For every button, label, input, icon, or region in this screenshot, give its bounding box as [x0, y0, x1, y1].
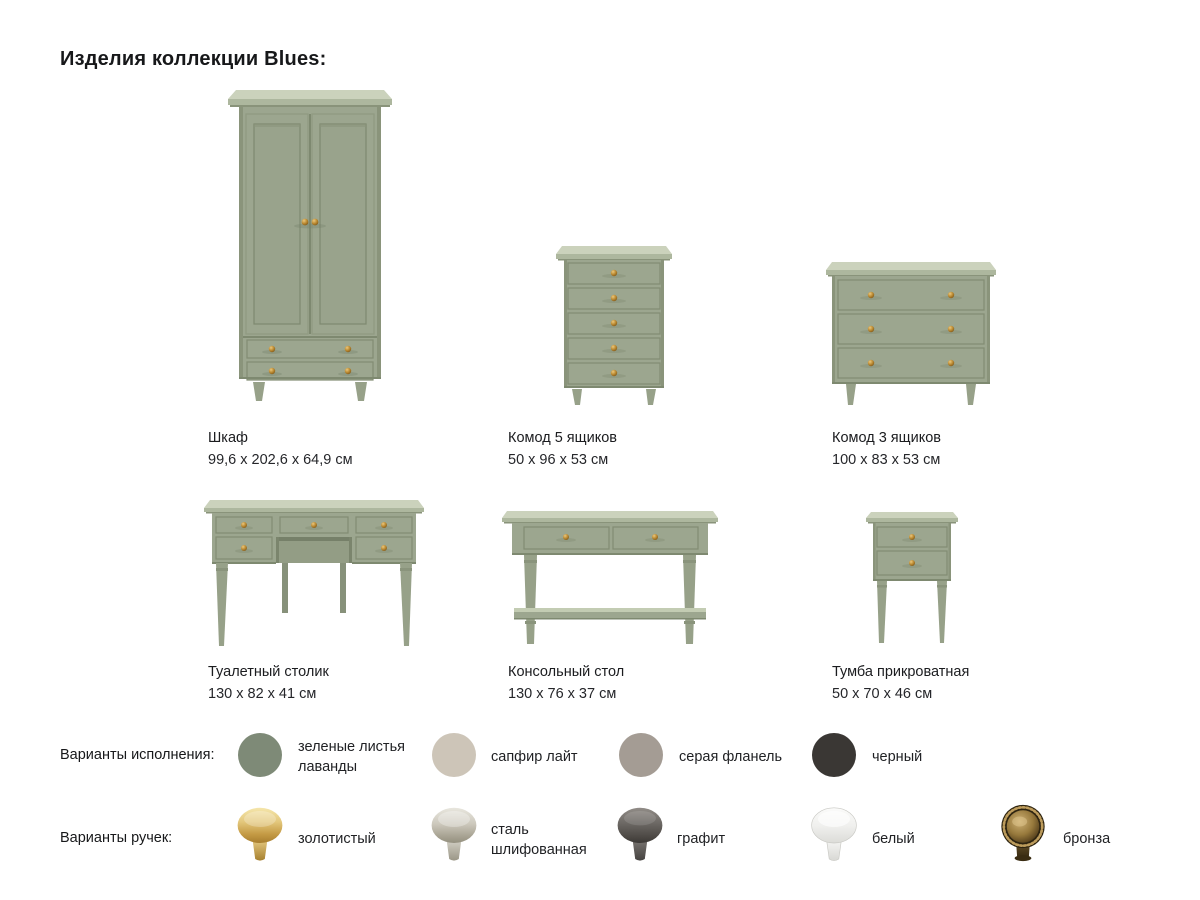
dressing-table-image	[204, 500, 424, 648]
product-label-wardrobe	[208, 427, 353, 471]
product-dimensions: 99,6 x 202,6 x 64,9 см	[208, 452, 353, 468]
handle-label: белый	[872, 831, 915, 847]
product-label-console-table	[508, 661, 624, 705]
handles-section-label: Варианты ручек:	[60, 830, 173, 846]
product-name: Туалетный столик	[208, 664, 329, 680]
page-title: Изделия коллекции Blues:	[60, 48, 327, 70]
product-name: Шкаф	[208, 430, 248, 446]
product-name: Комод 5 ящиков	[508, 430, 617, 446]
finish-swatch-sapphire-light	[432, 733, 476, 777]
product-dimensions: 50 x 96 x 53 см	[508, 452, 609, 468]
handle-bronze-icon	[998, 804, 1048, 864]
product-name: Консольный стол	[508, 664, 625, 680]
product-dimensions: 100 x 83 x 53 см	[832, 452, 941, 468]
bedside-table-image	[866, 512, 958, 646]
chest-5-drawers-image	[554, 246, 674, 406]
handle-graphite-icon	[616, 806, 664, 864]
chest-3-drawers-image	[824, 262, 998, 406]
finish-label: черный	[872, 749, 923, 765]
finish-swatch-grey-flannel	[619, 733, 663, 777]
handle-gold-icon	[236, 806, 284, 864]
handle-steel-icon	[430, 806, 478, 864]
finish-label: серая фланель	[679, 749, 783, 765]
console-table-image	[502, 511, 718, 648]
handle-label: сталь шлифованная	[491, 822, 587, 858]
product-label-dressing-table	[208, 661, 329, 705]
product-dimensions: 130 x 76 x 37 см	[508, 686, 617, 702]
product-label-chest-3	[832, 427, 941, 471]
product-name: Комод 3 ящиков	[832, 430, 941, 446]
handle-label: золотистый	[298, 831, 376, 847]
product-label-bedside-table	[832, 661, 969, 705]
handle-label: графит	[677, 831, 726, 847]
handle-white-icon	[810, 806, 858, 864]
finish-label: зеленые листья лаванды	[298, 739, 405, 775]
finishes-section-label: Варианты исполнения:	[60, 747, 215, 763]
product-dimensions: 50 x 70 x 46 см	[832, 686, 933, 702]
handle-label: бронза	[1063, 831, 1111, 847]
product-label-chest-5	[508, 427, 617, 471]
product-name: Тумба прикроватная	[832, 664, 970, 680]
product-dimensions: 130 x 82 x 41 см	[208, 686, 317, 702]
finish-swatch-black	[812, 733, 856, 777]
finish-label: сапфир лайт	[491, 749, 578, 765]
finish-swatch-green-lavender-leaves	[238, 733, 282, 777]
wardrobe-image	[226, 90, 394, 402]
